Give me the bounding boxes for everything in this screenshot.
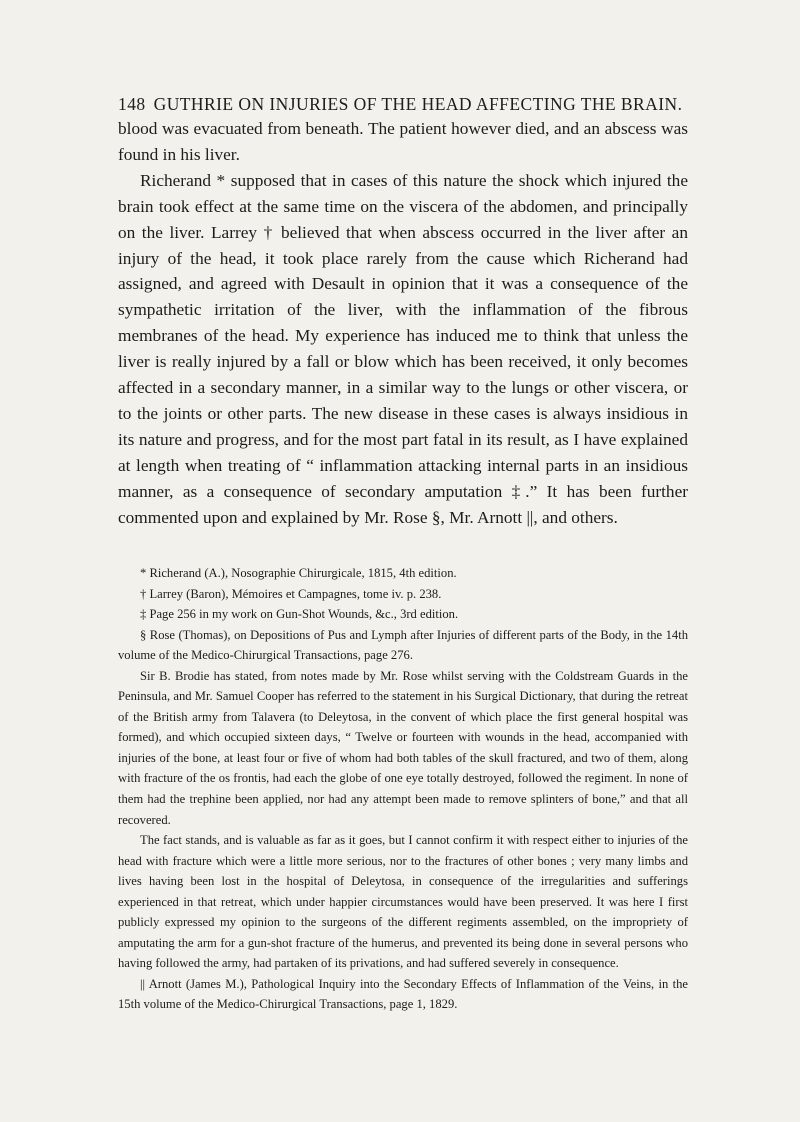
footnote-larrey: † Larrey (Baron), Mémoires et Campagnes, tome iv. p. 238. [140, 586, 442, 601]
running-title: GUTHRIE ON INJURIES OF THE HEAD AFFECTING THE BRAIN. [153, 94, 683, 114]
footnote-arnott: || Arnott (James M.), Pathological Inquiry into the Secondary Effects of Inflammation of the Veins, in the 15th volume of the Medico-Chirurgical Transactions, page 1, 1829. [118, 976, 688, 1012]
footnotes [118, 563, 688, 1015]
footnote-page-256: ‡ Page 256 in my work on Gun-Shot Wounds, &c., 3rd edition. [140, 607, 459, 622]
footnote-brodie: Sir B. Brodie has stated, from notes made by Mr. Rose whilst serving with the Coldstream Guards in the Peninsula, and Mr. Samuel Cooper has referred to the statement in his Surgical Dictionary, that during the retreat of the British army from Talavera (to Deleytosa, in the convent of which place the first general hospital was formed), and which occupied sixteen days, “ Twelve or fourteen with wounds in the head, accompanied with injuries of the bone, at least four or five of whom had both tables of the skull fractured, and two of them, along with fracture of the os frontis, had each the globe of one eye totally destroyed, followed the regiment. In none of them had the trephine been applied, nor had any attempt been made to remove splinters of bone,” and that all recovered. [118, 668, 688, 827]
body-paragraph: blood was evacuated from beneath. The patient however died, and an abscess was found in his liver. [118, 119, 688, 164]
main-text [118, 116, 688, 531]
footnote-rose: § Rose (Thomas), on Depositions of Pus and Lymph after Injuries of different parts of the Body, in the 14th volume of the Medico-Chirurgical Transactions, page 276. [118, 627, 688, 663]
page-number: 148 [118, 94, 146, 114]
running-header [118, 94, 686, 115]
body-paragraph: Richerand * supposed that in cases of this nature the shock which injured the brain took effect at the same time on the viscera of the abdomen, and principally on the liver. Larrey † believed that when abscess occurred in the liver after an injury of the head, it took place rarely from the cause which Richerand had assigned, and agreed with Desault in opinion that it was a consequence of the sympathetic irritation of the liver, with the inflammation of the fibrous membranes of the head. My experience has induced me to think that unless the liver is really injured by a fall or blow which has been received, it only becomes affected in a secondary manner, in a similar way to the lungs or other viscera, or to the joints or other parts. The new disease in these cases is always insidious in its nature and progress, and for the most part fatal in its result, as I have explained at length when treating of “ inflammation attacking internal parts in an insidious manner, as a consequence of secondary amputation ‡.” It has been further commented upon and explained by Mr. Rose §, Mr. Arnott ||, and others. [118, 170, 688, 527]
footnote-fact: The fact stands, and is valuable as far as it goes, but I cannot confirm it with respect either to injuries of the head with fracture which were a little more serious, nor to the fractures of other bones ; very many limbs and lives having been lost in the hospital of Deleytosa, in consequence of the irregularities and sufferings experienced in that retreat, which under happier circumstances would have been preserved. It was here I first publicly expressed my opinion to the surgeons of the different regiments assembled, on the impropriety of amputating the arm for a gun-shot fracture of the humerus, and prevented its being done in several persons who having followed the army, had partaken of its privations, and had suffered severely in consequence. [118, 833, 688, 971]
footnote-richerand: * Richerand (A.), Nosographie Chirurgicale, 1815, 4th edition. [140, 566, 457, 580]
